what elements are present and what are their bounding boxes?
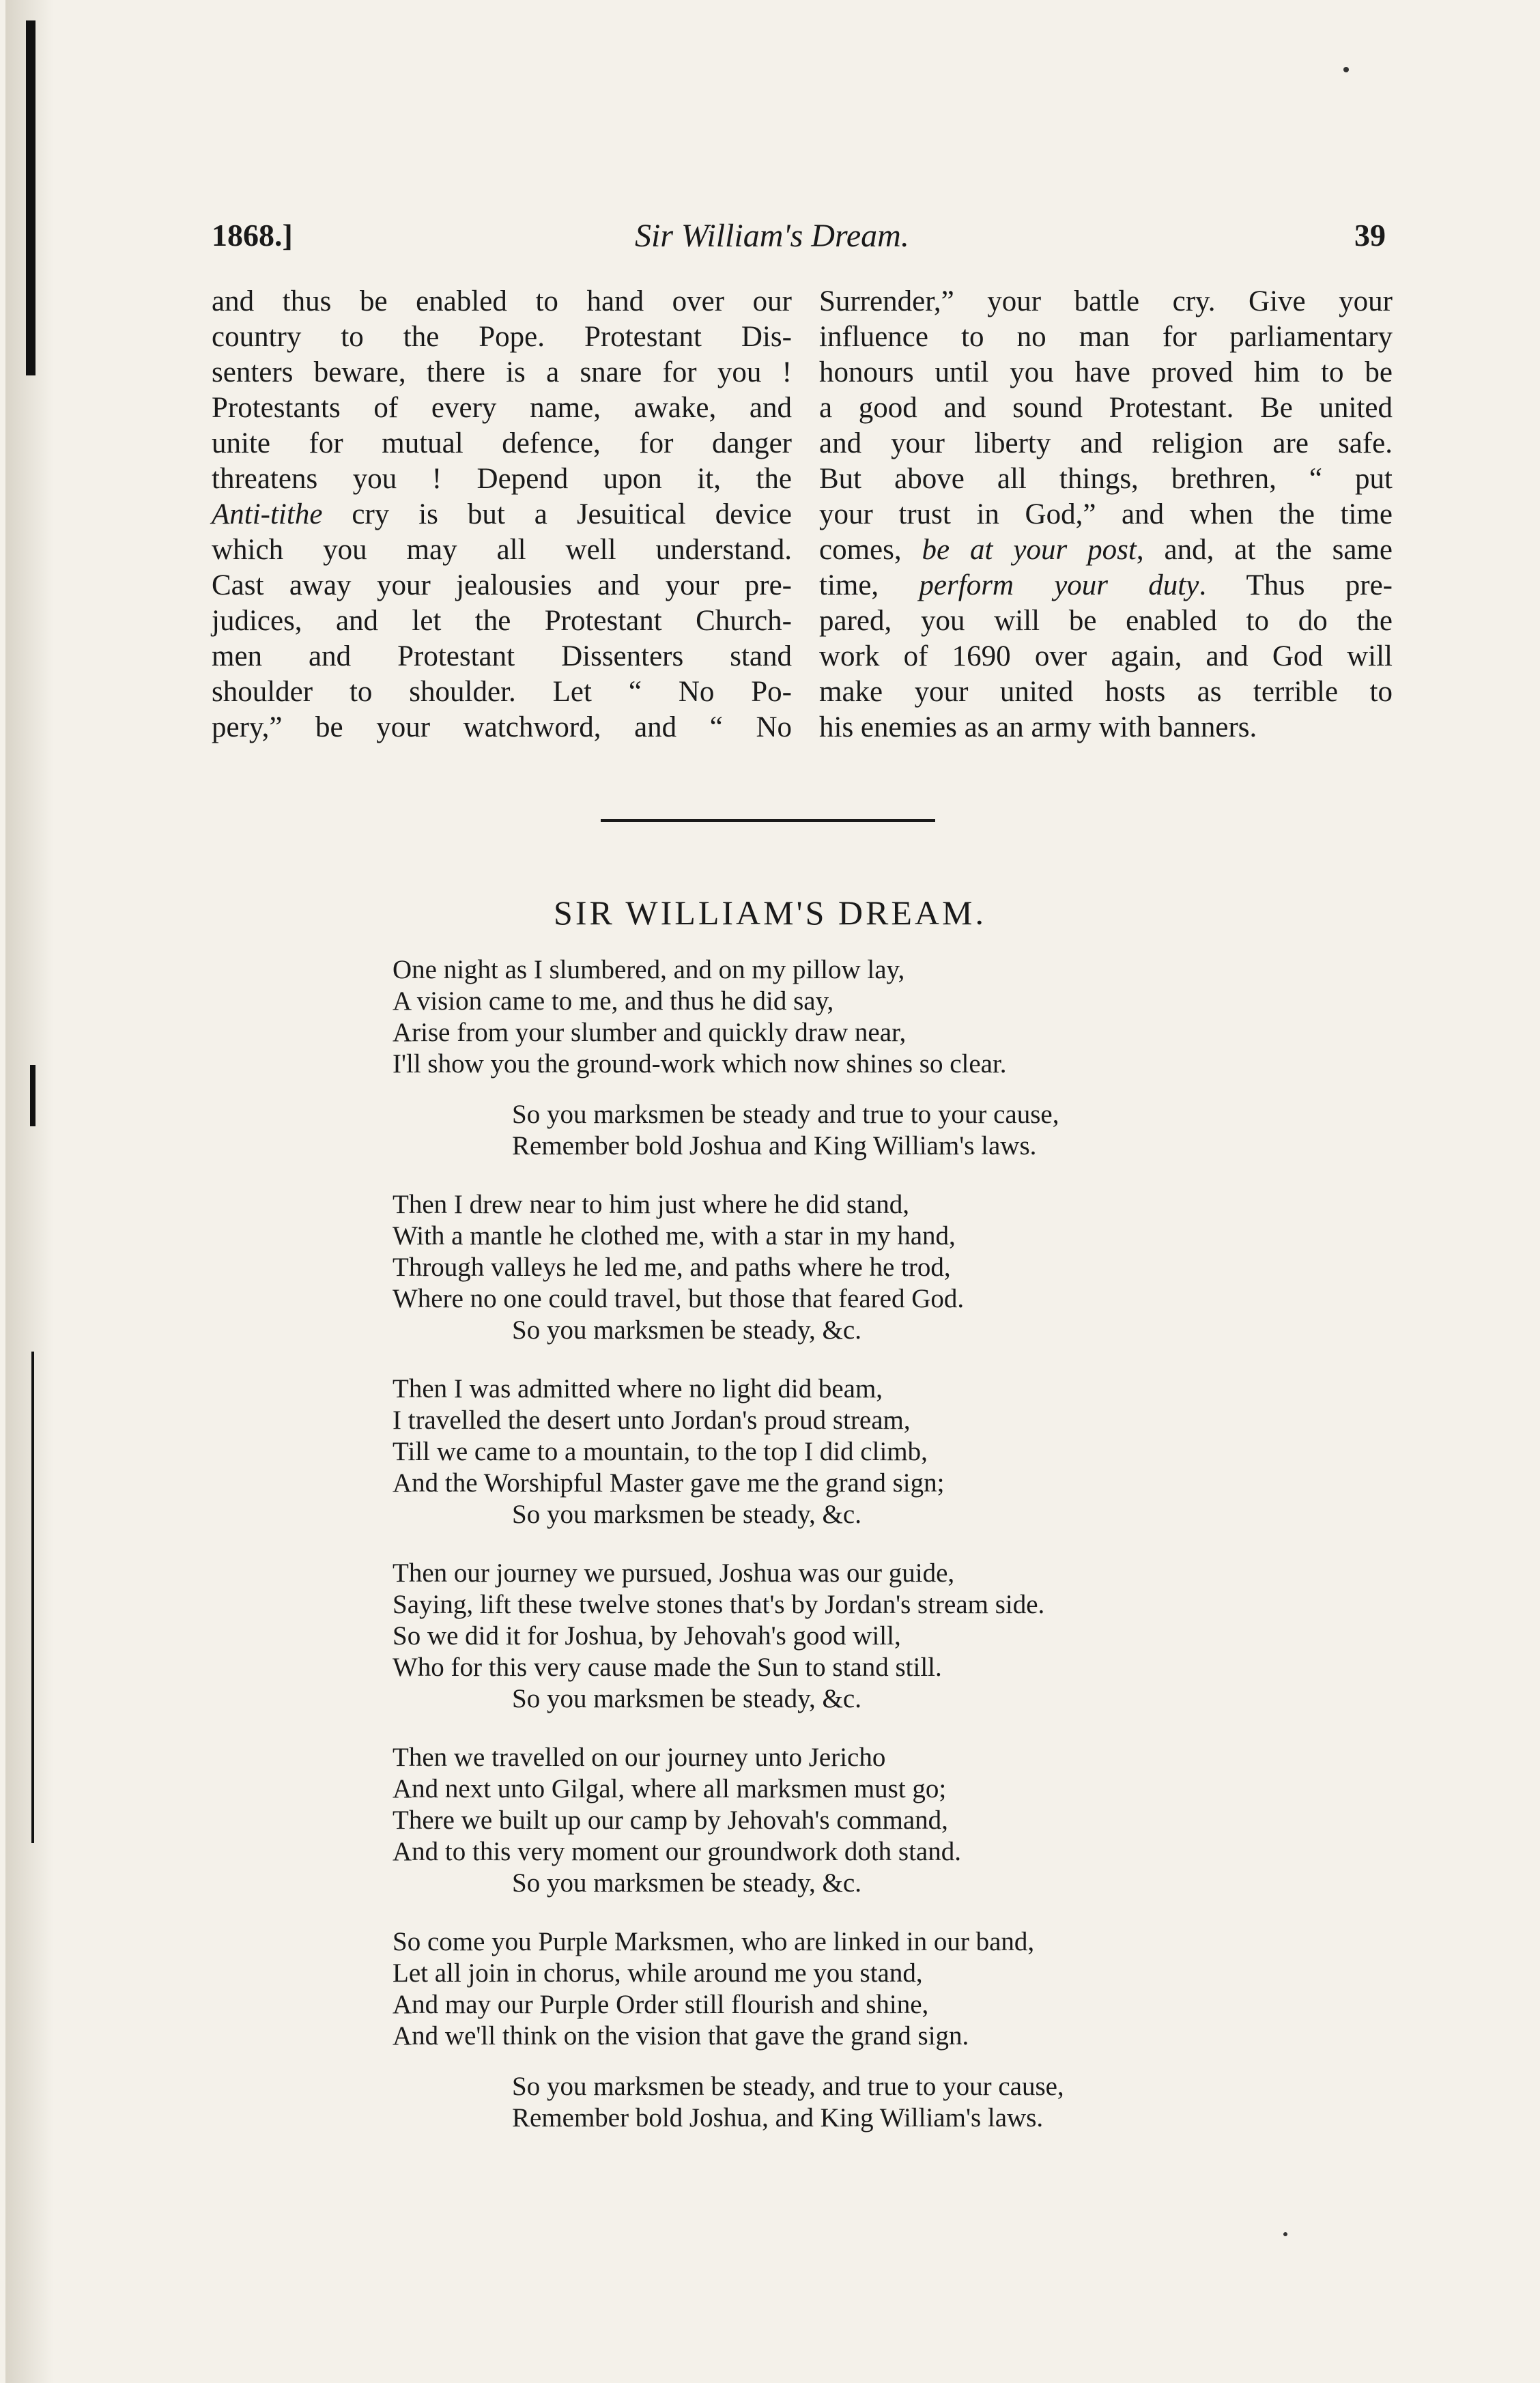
prose-line: which you may all well understand.: [212, 534, 792, 566]
ink-speck: [1283, 2232, 1287, 2236]
poem-chorus-line: Remember bold Joshua, and King William's laws.: [512, 2103, 1044, 2132]
poem-line: And may our Purple Order still flourish and shine,: [393, 1990, 929, 2019]
poem-stanza: [393, 1558, 1382, 1715]
poem-chorus-line: So you marksmen be steady, and true to your cause,: [512, 2072, 1064, 2101]
spine-shadow: [26, 20, 35, 375]
prose-line: Surrender,” your battle cry. Give your: [819, 285, 1393, 317]
poem-chorus-line: So you marksmen be steady and true to your cause,: [512, 1100, 1059, 1129]
prose-line: senters beware, there is a snare for you !: [212, 356, 792, 388]
poem-stanza: [393, 1926, 1382, 2134]
running-header: [212, 217, 1386, 258]
prose-line: pery,” be your watchword, and “ No: [212, 711, 792, 743]
header-running-title: Sir William's Dream.: [635, 218, 909, 254]
section-divider-rule: [601, 819, 935, 822]
prose-column-left: [212, 284, 792, 745]
poem-line: And to this very moment our groundwork doth stand.: [393, 1837, 961, 1866]
poem-line: Then I was admitted where no light did beam,: [393, 1374, 883, 1403]
book-spine-edge: [5, 0, 53, 2383]
poem-line: Who for this very cause made the Sun to stand still.: [393, 1653, 942, 1682]
poem-chorus-line: So you marksmen be steady, &c.: [512, 1868, 861, 1898]
poem-line: Saying, lift these twelve stones that's by Jordan's stream side.: [393, 1590, 1045, 1619]
poem-line: So we did it for Joshua, by Jehovah's good will,: [393, 1621, 901, 1651]
prose-line: and your liberty and religion are safe.: [819, 427, 1393, 459]
poem-line: Then I drew near to him just where he did stand,: [393, 1190, 910, 1219]
poem-chorus-line: So you marksmen be steady, &c.: [512, 1315, 861, 1345]
prose-line: Cast away your jealousies and your pre-: [212, 569, 792, 601]
prose-line: Anti-tithe cry is but a Jesuitical device: [212, 498, 792, 530]
poem-stanza: [393, 1189, 1382, 1346]
prose-line: his enemies as an army with banners.: [819, 711, 1257, 743]
prose-line: judices, and let the Protestant Church-: [212, 605, 792, 637]
prose-line: honours until you have proved him to be: [819, 356, 1393, 388]
prose-line: Protestants of every name, awake, and: [212, 392, 792, 424]
poem-body: [393, 954, 1382, 2161]
prose-line: pared, you will be enabled to do the: [819, 605, 1393, 637]
poem-line: I'll show you the ground-work which now shines so clear.: [393, 1049, 1007, 1079]
poem-line: And next unto Gilgal, where all marksmen must go;: [393, 1774, 947, 1803]
prose-line: a good and sound Protestant. Be united: [819, 392, 1393, 424]
poem-line: Let all join in chorus, while around me you stand,: [393, 1958, 923, 1988]
poem-chorus-line: So you marksmen be steady, &c.: [512, 1684, 861, 1713]
spine-shadow: [30, 1065, 35, 1126]
poem-line: Then we travelled on our journey unto Jericho: [393, 1743, 886, 1772]
prose-line: work of 1690 over again, and God will: [819, 640, 1393, 672]
prose-line: men and Protestant Dissenters stand: [212, 640, 792, 672]
poem-line: There we built up our camp by Jehovah's command,: [393, 1806, 948, 1835]
prose-line: make your united hosts as terrible to: [819, 676, 1393, 708]
poem-stanza: [393, 954, 1382, 1162]
prose-line: shoulder to shoulder. Let “ No Po-: [212, 676, 792, 708]
poem-line: One night as I slumbered, and on my pillow lay,: [393, 955, 905, 984]
poem-title: SIR WILLIAM'S DREAM.: [554, 894, 986, 932]
poem-line: A vision came to me, and thus he did say,: [393, 986, 834, 1016]
prose-line: influence to no man for parliamentary: [819, 321, 1393, 353]
prose-line: country to the Pope. Protestant Dis-: [212, 321, 792, 353]
poem-line: So come you Purple Marksmen, who are linked in our band,: [393, 1927, 1035, 1956]
poem-line: I travelled the desert unto Jordan's proud stream,: [393, 1405, 911, 1435]
spine-shadow: [31, 1352, 34, 1843]
prose-line: and thus be enabled to hand over our: [212, 285, 792, 317]
poem-chorus-line: So you marksmen be steady, &c.: [512, 1500, 861, 1529]
prose-line: threatens you ! Depend upon it, the: [212, 463, 792, 495]
poem-stanza: [393, 1742, 1382, 1899]
poem-line: Where no one could travel, but those that feared God.: [393, 1284, 965, 1313]
poem-stanza: [393, 1373, 1382, 1530]
ink-speck: [1343, 67, 1349, 72]
prose-line: your trust in God,” and when the time: [819, 498, 1393, 530]
prose-column-right: [819, 284, 1393, 745]
poem-chorus-line: Remember bold Joshua and King William's laws.: [512, 1131, 1037, 1160]
poem-line: Till we came to a mountain, to the top I did climb,: [393, 1437, 928, 1466]
poem-line: Then our journey we pursued, Joshua was our guide,: [393, 1558, 955, 1588]
poem-line: Through valleys he led me, and paths where he trod,: [393, 1253, 951, 1282]
prose-line: comes, be at your post, and, at the same: [819, 534, 1393, 566]
header-year: 1868.]: [212, 218, 293, 253]
prose-line: time, perform your duty. Thus pre-: [819, 569, 1393, 601]
poem-line: And we'll think on the vision that gave the grand sign.: [393, 2021, 969, 2051]
prose-line: unite for mutual defence, for danger: [212, 427, 792, 459]
page-number: 39: [1354, 218, 1386, 253]
poem-line: With a mantle he clothed me, with a star in my hand,: [393, 1221, 956, 1251]
poem-line: Arise from your slumber and quickly draw near,: [393, 1018, 907, 1047]
prose-line: But above all things, brethren, “ put: [819, 463, 1393, 495]
poem-line: And the Worshipful Master gave me the grand sign;: [393, 1468, 945, 1498]
